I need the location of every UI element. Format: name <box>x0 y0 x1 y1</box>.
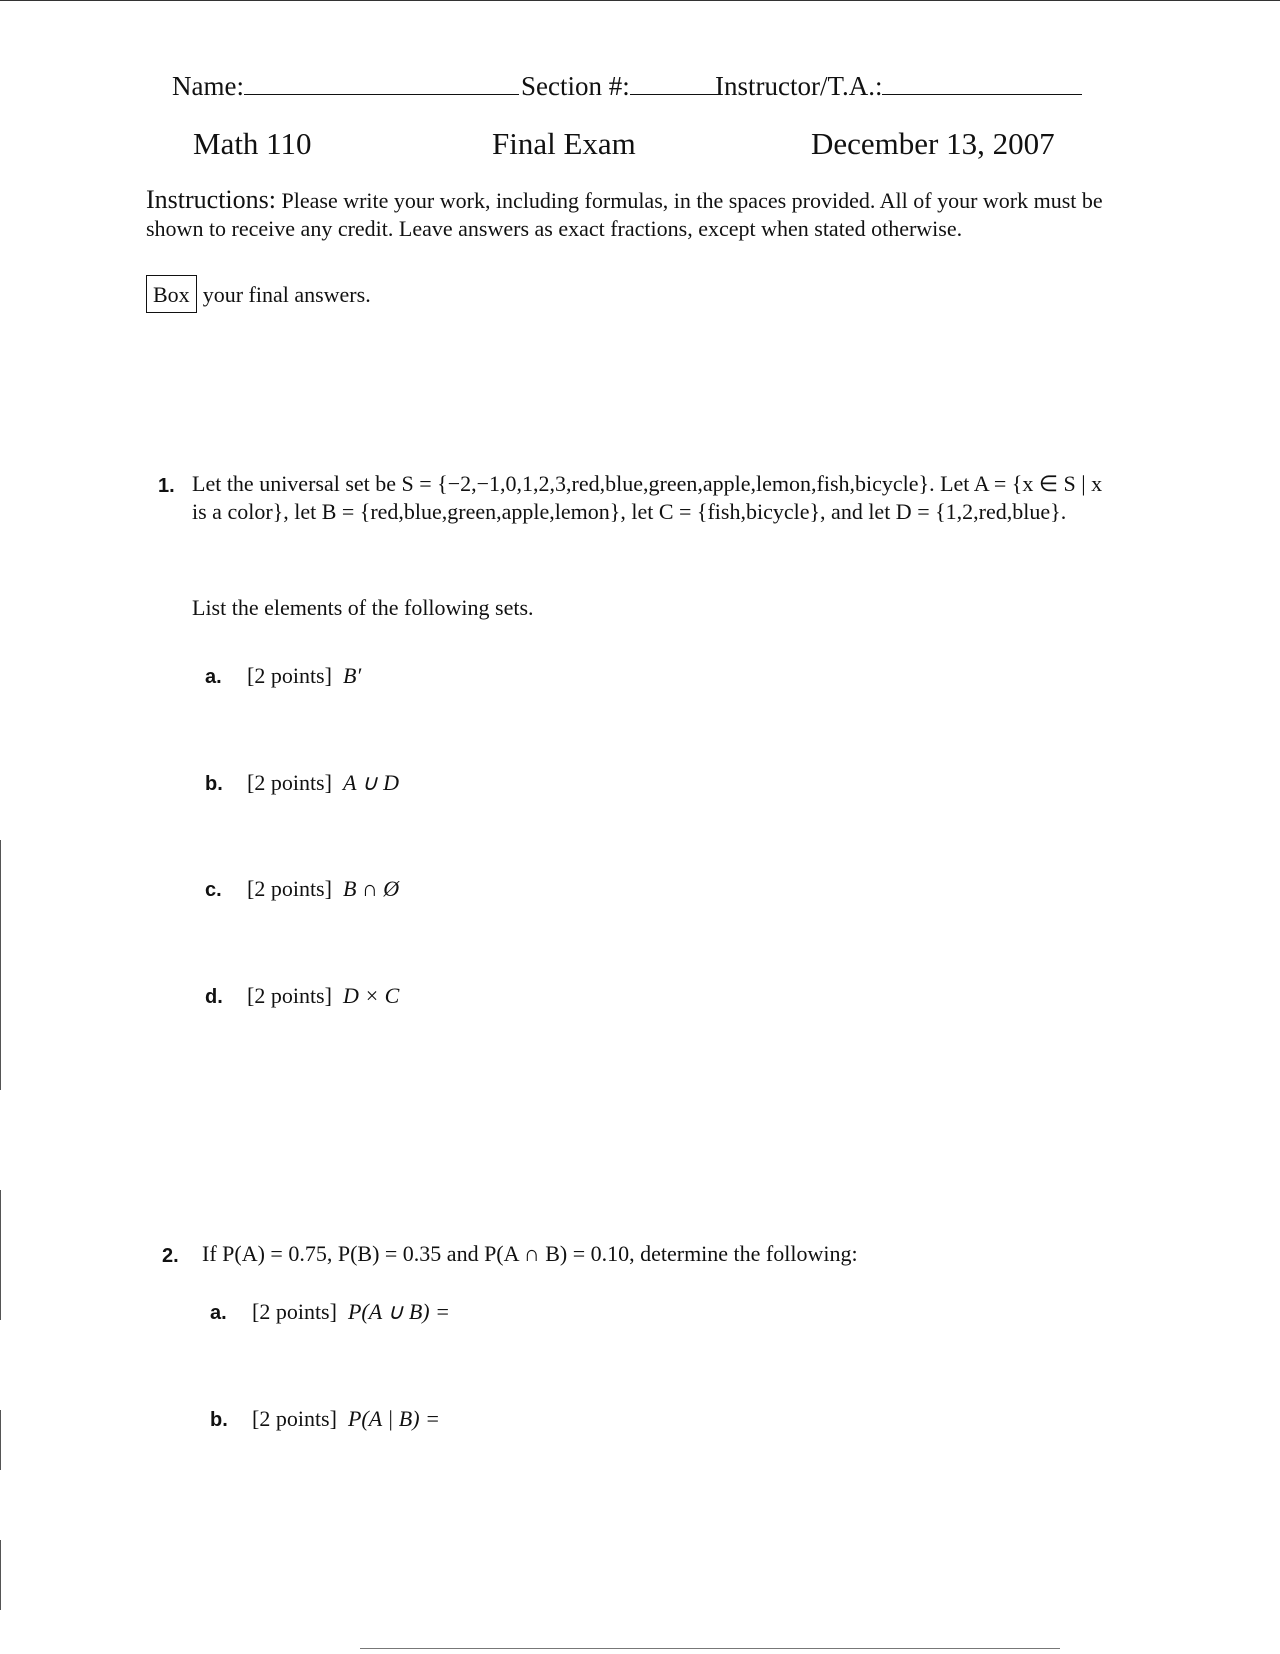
section-label: Section #: <box>521 71 630 101</box>
part-points: [2 points] <box>247 663 332 688</box>
scan-edge-left <box>0 840 1 1090</box>
part-points: [2 points] <box>252 1406 337 1431</box>
instructions <box>146 186 1106 243</box>
instructor-field <box>715 70 1082 102</box>
instructor-blank[interactable] <box>882 70 1082 95</box>
part-label: b. <box>210 1409 228 1431</box>
instructions-text: Please write your work, including formulas, in the spaces provided. All of your work must be shown to receive any credit. Leave answers as exact fractions, except when stated otherwise. <box>146 188 1103 241</box>
q1-stem: Let the universal set be S = {−2,−1,0,1,2,3,red,blue,green,apple,lemon,fish,bicycle}. Let A = {x ∈ S | x is a color}, let B = {red,blue,green,apple,lemon}, let C = {fish,bicycle}, and let D = {1,2,red,blue}. <box>192 471 1103 524</box>
q1-part-b <box>205 770 399 796</box>
exam-title: Final Exam <box>492 126 636 161</box>
part-label: a. <box>210 1302 227 1324</box>
part-expression: D × C <box>342 983 400 1008</box>
part-label: a. <box>205 666 222 688</box>
section-field <box>521 70 718 102</box>
instructions-lead: Instructions: <box>146 185 276 214</box>
q1-part-a <box>205 663 361 689</box>
part-label: c. <box>205 879 222 901</box>
q1-part-d <box>205 983 399 1009</box>
box-word: Box <box>146 275 197 313</box>
scan-edge-top <box>0 0 1280 1</box>
scan-edge-bottom <box>360 1648 1060 1649</box>
name-field <box>172 70 519 102</box>
part-points: [2 points] <box>247 983 332 1008</box>
instructor-label: Instructor/T.A.: <box>715 71 883 101</box>
part-expression: A ∪ D <box>342 770 399 795</box>
box-instruction <box>146 275 371 313</box>
part-expression: B′ <box>342 663 362 688</box>
q2-part-a <box>210 1299 450 1325</box>
scan-edge-left <box>0 1410 1 1470</box>
q2-stem: If P(A) = 0.75, P(B) = 0.35 and P(A ∩ B) = 0.10, determine the following: <box>202 1241 858 1266</box>
q2-part-b <box>210 1406 440 1432</box>
part-points: [2 points] <box>247 876 332 901</box>
section-blank[interactable] <box>630 70 718 95</box>
part-points: [2 points] <box>252 1299 337 1324</box>
course-title: Math 110 <box>193 126 312 161</box>
part-expression: P(A | B) = <box>347 1406 440 1431</box>
part-label: b. <box>205 773 223 795</box>
name-label: Name: <box>172 71 244 101</box>
name-blank[interactable] <box>244 70 519 95</box>
exam-date: December 13, 2007 <box>811 126 1055 161</box>
q1-number: 1. <box>158 475 175 497</box>
part-points: [2 points] <box>247 770 332 795</box>
scan-edge-left <box>0 1190 1 1320</box>
q2-number: 2. <box>162 1245 179 1267</box>
q1-prompt: List the elements of the following sets. <box>192 595 534 620</box>
part-expression: B ∩ Ø <box>342 876 400 901</box>
box-rest: your final answers. <box>202 282 371 307</box>
q1-part-c <box>205 876 399 902</box>
part-label: d. <box>205 986 223 1008</box>
scan-edge-left <box>0 1540 1 1610</box>
part-expression: P(A ∪ B) = <box>347 1299 450 1324</box>
